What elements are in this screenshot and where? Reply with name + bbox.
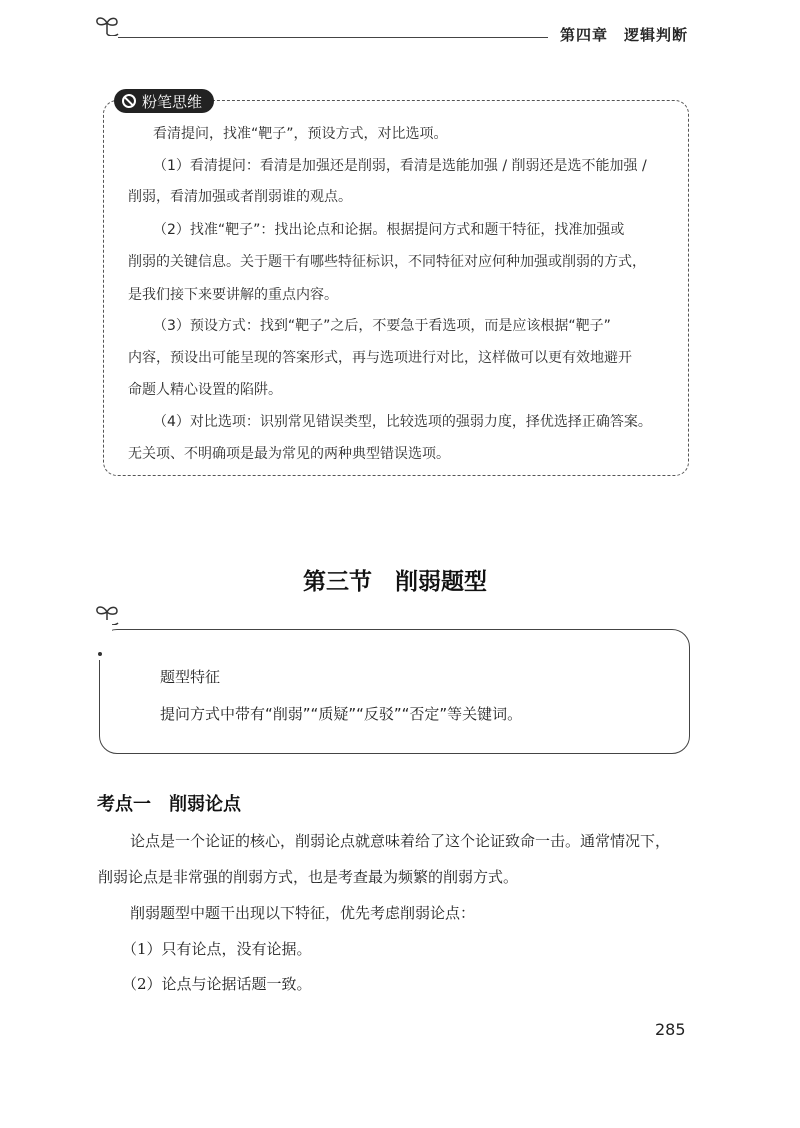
header-rule xyxy=(118,37,548,38)
tip-paragraph: 削弱的关键信息。关于题干有哪些特征标识，不同特征对应何种加强或削弱的方式， xyxy=(128,254,646,270)
tip-paragraph: （4）对比选项：识别常见错误类型，比较选项的强弱力度，择优选择正确答案。 xyxy=(153,414,652,430)
page-number: 285 xyxy=(655,1020,686,1039)
tip-paragraph: （2）找准“靶子”：找出论点和论据。根据提问方式和题干特征，找准加强或 xyxy=(153,222,625,238)
tip-paragraph: 内容，预设出可能呈现的答案形式，再与选项进行对比，这样做可以更有效地避开 xyxy=(128,350,632,366)
tip-paragraph: （3）预设方式：找到“靶子”之后，不要急于看选项，而是应该根据“靶子” xyxy=(153,318,611,334)
feature-bullet xyxy=(98,652,102,656)
list-item: （2）论点与论据话题一致。 xyxy=(122,975,312,993)
body-paragraph: 削弱题型中题干出现以下特征，优先考虑削弱论点： xyxy=(130,904,476,922)
point-title: 考点一 削弱论点 xyxy=(97,794,241,815)
feature-box xyxy=(99,629,690,754)
feature-title: 题型特征 xyxy=(160,668,221,686)
tip-paragraph: 看清提问，找准“靶子”，预设方式，对比选项。 xyxy=(153,126,448,142)
tip-badge xyxy=(114,89,214,113)
ban-icon xyxy=(122,94,136,108)
tip-paragraph: 是我们接下来要讲解的重点内容。 xyxy=(128,287,338,303)
tip-paragraph: 削弱，看清加强或者削弱谁的观点。 xyxy=(128,189,352,205)
tip-paragraph: 无关项、不明确项是最为常见的两种典型错误选项。 xyxy=(128,446,450,462)
body-paragraph: 削弱论点是非常强的削弱方式，也是考查最为频繁的削弱方式。 xyxy=(98,868,519,886)
tip-badge-label: 粉笔思维 xyxy=(142,92,203,111)
tip-paragraph: 命题人精心设置的陷阱。 xyxy=(128,382,282,398)
feature-text: 提问方式中带有“削弱”“质疑”“反驳”“否定”等关键词。 xyxy=(160,705,523,723)
list-item: （1）只有论点，没有论据。 xyxy=(122,940,312,958)
sprout-icon xyxy=(94,14,120,36)
body-paragraph: 论点是一个论证的核心，削弱论点就意味着给了这个论证致命一击。通常情况下， xyxy=(130,832,671,850)
section-title: 第三节 削弱题型 xyxy=(303,569,487,595)
chapter-header: 第四章 逻辑判断 xyxy=(560,26,689,44)
tip-paragraph: （1）看清提问：看清是加强还是削弱，看清是选能加强 / 削弱还是选不能加强 / xyxy=(153,158,647,174)
